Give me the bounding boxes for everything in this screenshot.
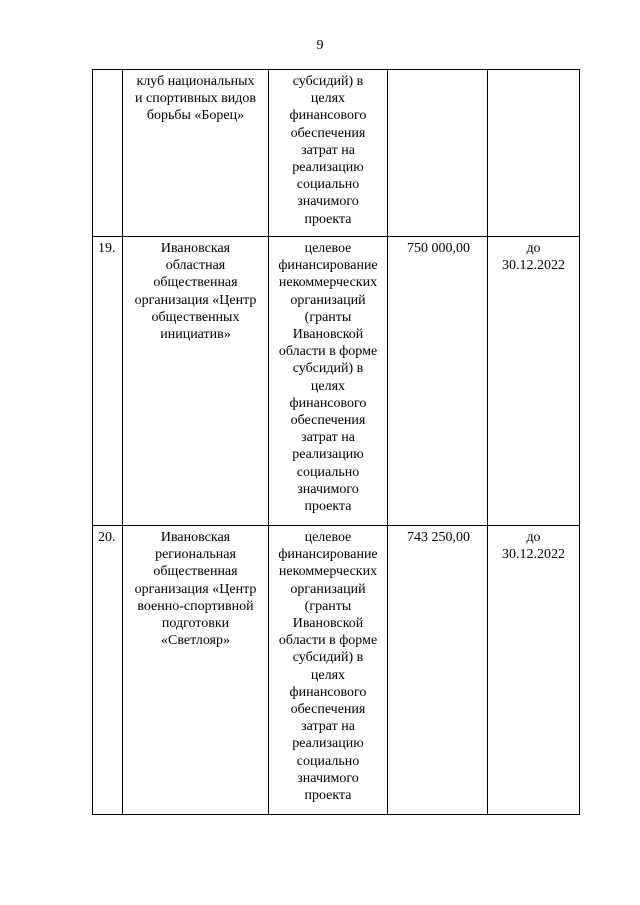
purpose-line: реализацию bbox=[292, 736, 364, 752]
purpose-line: организаций bbox=[290, 581, 366, 597]
organization-line: общественных bbox=[151, 309, 240, 325]
purpose-line: субсидий) в bbox=[292, 361, 364, 377]
organization-cell bbox=[123, 237, 269, 526]
table-row bbox=[93, 526, 580, 815]
purpose-line: целях bbox=[310, 378, 346, 394]
organization-line: региональная bbox=[155, 547, 236, 563]
purpose-line: социально bbox=[296, 464, 360, 480]
purpose-line: значимого bbox=[297, 481, 359, 497]
purpose-line: (гранты bbox=[304, 598, 352, 614]
row-number-cell bbox=[93, 70, 123, 237]
organization-line: Ивановская bbox=[160, 241, 231, 256]
purpose-cell bbox=[269, 526, 388, 815]
purpose-line: Ивановской bbox=[292, 616, 364, 632]
organization-line: военно-спортивной bbox=[137, 598, 254, 614]
amount-cell bbox=[388, 70, 488, 237]
purpose-line: проекта bbox=[304, 499, 352, 515]
purpose-line: субсидий) в bbox=[292, 650, 364, 666]
organization-line: Ивановская bbox=[160, 530, 231, 545]
organization-line: организация «Центр bbox=[134, 581, 257, 597]
purpose-line: финансового bbox=[289, 108, 367, 124]
purpose-line: социально bbox=[296, 177, 360, 193]
organization-cell bbox=[123, 526, 269, 815]
row-number-cell: 19. bbox=[93, 237, 123, 526]
organization-line: общественная bbox=[153, 275, 238, 291]
purpose-line: организаций bbox=[290, 292, 366, 308]
purpose-cell bbox=[269, 237, 388, 526]
purpose-line: затрат на bbox=[301, 142, 355, 158]
deadline-line: до bbox=[526, 530, 541, 545]
table-row bbox=[93, 237, 580, 526]
purpose-line: социально bbox=[296, 753, 360, 769]
purpose-line: финансового bbox=[289, 395, 367, 411]
purpose-line: проекта bbox=[304, 211, 352, 227]
purpose-line: области в форме bbox=[278, 633, 378, 649]
purpose-line: некоммерческих bbox=[278, 275, 378, 291]
organization-line: подготовки bbox=[161, 616, 230, 632]
purpose-line: целевое bbox=[304, 241, 352, 256]
table-row bbox=[93, 70, 580, 237]
purpose-line: проекта bbox=[304, 788, 352, 804]
page-number: 9 bbox=[316, 38, 324, 53]
grants-table bbox=[92, 69, 580, 815]
deadline-cell bbox=[488, 70, 580, 237]
purpose-cell bbox=[269, 70, 388, 237]
organization-line: борьбы «Борец» bbox=[146, 108, 245, 124]
purpose-line: некоммерческих bbox=[278, 564, 378, 580]
purpose-line: целях bbox=[310, 667, 346, 683]
purpose-line: целях bbox=[310, 91, 346, 107]
deadline-line: до bbox=[526, 241, 541, 256]
purpose-line: обеспечения bbox=[290, 702, 366, 718]
purpose-line: обеспечения bbox=[290, 413, 366, 429]
organization-line: общественная bbox=[153, 564, 238, 580]
deadline-line: 30.12.2022 bbox=[502, 547, 565, 563]
purpose-line: затрат на bbox=[301, 719, 355, 735]
purpose-line: финансирование bbox=[278, 547, 378, 563]
purpose-line: целевое bbox=[304, 530, 352, 545]
purpose-line: субсидий) в bbox=[292, 74, 364, 89]
purpose-line: Ивановской bbox=[292, 327, 364, 343]
purpose-line: реализацию bbox=[292, 447, 364, 463]
deadline-cell bbox=[488, 237, 580, 526]
organization-line: областная bbox=[165, 258, 226, 274]
organization-line: и спортивных видов bbox=[135, 91, 256, 107]
organization-line: «Светлояр» bbox=[160, 633, 230, 649]
organization-line: инициатив» bbox=[160, 327, 231, 343]
purpose-line: (гранты bbox=[304, 309, 352, 325]
organization-line: организация «Центр bbox=[134, 292, 257, 308]
purpose-line: области в форме bbox=[278, 344, 378, 360]
deadline-line: 30.12.2022 bbox=[502, 258, 565, 274]
amount-cell: 750 000,00 bbox=[388, 237, 488, 526]
purpose-line: реализацию bbox=[292, 160, 364, 176]
organization-line: клуб национальных bbox=[136, 74, 255, 89]
organization-cell bbox=[123, 70, 269, 237]
purpose-line: финансирование bbox=[278, 258, 378, 274]
purpose-line: значимого bbox=[297, 194, 359, 210]
amount-cell: 743 250,00 bbox=[388, 526, 488, 815]
purpose-line: финансового bbox=[289, 684, 367, 700]
purpose-line: обеспечения bbox=[290, 125, 366, 141]
purpose-line: затрат на bbox=[301, 430, 355, 446]
row-number-cell: 20. bbox=[93, 526, 123, 815]
deadline-cell bbox=[488, 526, 580, 815]
purpose-line: значимого bbox=[297, 770, 359, 786]
